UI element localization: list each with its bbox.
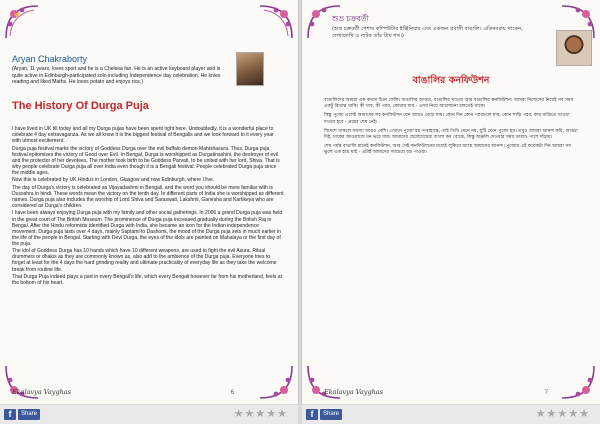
author-bio: (Aryan, 11 years, loves sport and he is a Chelsea fan. He is an active keyboard player and is quite active in Edinburgh-participated solo including Independence day celebration. He loves reading and liked Maths. He loves potato and enjoys rice.)	[12, 66, 221, 86]
floral-corner-icon	[256, 2, 296, 42]
magazine-brand: Ekalavya Vayghas	[12, 388, 72, 396]
floral-corner-icon	[304, 362, 344, 402]
article-title: The History Of Durga Puja	[12, 100, 149, 112]
paragraph: The idol of Goddess Durga has 10 hands which have 10 different weapons, are used to fight the evil Asura. Ritual drummers or dhakis as they are commonly known as, also add to the ambience of the Durga puja. Everyone tries to forget at least for the 4 days the hard grinding reality and ultimate practicality of everyday life as they take the welcome break from routine life.	[12, 248, 277, 273]
facebook-icon[interactable]: f	[4, 409, 16, 420]
floral-corner-icon	[256, 362, 296, 402]
article-body	[324, 98, 580, 160]
author-photo	[556, 30, 592, 66]
author-photo	[236, 52, 264, 86]
page-number: 7	[544, 390, 548, 396]
paragraph: I have been always enjoying Durga puja with my family and other social gatherings. In 2006 a grand Durga puja was held in the great court of The British Museum. The prominence of Durga puja increased gradually during the British Raj in Bengal. After the Hindu reformists identified Durga with India, she became an icon for the Indian independence movement. Durga puja lasts over 4 days, mainly Saptami to Dashomi, the mood of the Durga puja sets in much earlier in the life of the people in Bengal. Starting with Devi Durga, the eyes of the idols are painted on Mahalaya or the first day of the puja.	[12, 210, 283, 247]
share-button[interactable]: Share	[320, 409, 342, 420]
magazine-brand: Ekalavya Vayghas	[324, 388, 384, 396]
paragraph: That Durga Puja indeed plays a part in every Bengali's life, which every Bengali however far from his motherland, feels at the bottom of his heart.	[12, 273, 282, 287]
article-title: বাঙালির কনফিউশন	[412, 75, 490, 86]
rating-stars[interactable]: ★★★★★	[233, 407, 288, 420]
paragraph: কিন্তু পুজো এলেই আমাদের সব কনফিউশন যেন আরও বেড়ে যায়। কোন দিন কোন প্যান্ডেলে যাব, কোন শাড়ি পরব, কার বাড়িতে খাওয়া দাওয়া হবে - প্রশ্নের শেষ নেই।	[324, 113, 570, 125]
paragraph: The day of Durga's victory is celebrated as Vijayadashmi in Bengali, and the word you should be more familiar with is Dussehra in hindi. These words mean the victory on the tenth day. In different parts of India she is worshipped as different names. Durga puja also includes the worship of Lord Shiva and Saraswati, Lakshmi, Ganesha and Kartikeya who are considered as Durga's children.	[12, 184, 284, 210]
paragraph: I have lived in UK till today and all my Durga pujas have been spent right here. Undoubtedly, it is a wonderful place to celebrate 4 day extravaganza. As we all know it is the biggest festival of Bengalis and we look forward to it every year with utmost excitement.	[12, 126, 274, 145]
author-bio: (শুভ্র চক্রবর্তী পেশায় কম্পিউটার ইঞ্জিনিয়ার এবং একজন প্রবাসী বাঙালি। এডিনবরায় থাকেন, লেখালেখি ও নাটক তাঁর প্রিয় শখ।)	[332, 26, 523, 39]
author-name: Aryan Chakraborty	[12, 54, 88, 64]
rating-stars[interactable]: ★★★★★	[535, 407, 590, 420]
right-page	[302, 0, 600, 404]
article-body	[12, 126, 284, 287]
floral-corner-icon	[558, 362, 598, 402]
facebook-icon[interactable]: f	[306, 409, 318, 420]
paragraph: বাঙালিদের আমরা এক কথায় চিনে ফেলি। বাঙালির আড্ডা, বাঙালির খাওয়া আর বাঙালির কনফিউশন। আমরা নিজেদের নিয়েই সব সময় একটু বিভ্রান্ত থাকি। কী খাব, কী পরব, কোথায় যাব - এসব নিয়ে আলোচনা চলতেই থাকে।	[324, 98, 574, 110]
floral-corner-icon	[2, 362, 42, 402]
author-name: শুভ্র চক্রবর্তী	[332, 14, 369, 23]
left-page	[0, 0, 298, 404]
left-share-bar	[0, 405, 298, 424]
floral-corner-icon	[2, 2, 42, 42]
paragraph: বিদেশে থাকলে সমস্যা আরও বেশি। এখানে পুজো হয় সপ্তাহান্তে, তাই তিথি মেনে নয়, ছুটি মেনে পুজো হয়। তবুও আমরা আনন্দ করি, আড্ডা দিই, ঢাকের আওয়াজে মন ভরে যায়। আমাদের ছেলেমেয়েরা বাংলা কম বোঝে, কিন্তু অঞ্জলি দেওয়ার সময় তারাও পাশে দাঁড়ায়।	[324, 128, 578, 141]
share-button[interactable]: Share	[18, 409, 40, 420]
page-number: 6	[230, 390, 234, 396]
paragraph: Now this is celebrated by UK Hindus in London, Glasgow and now Edinburgh, where I live.	[12, 177, 215, 184]
paragraph: শেষ পর্যন্ত বাঙালি মানেই কনফিউশন, আর সেই কনফিউশনের মধ্যেই লুকিয়ে আছে আমাদের আনন্দ। পুজোর এই কয়েকটা দিন আমরা সব ভুলে এক হয়ে যাই - এটাই আমাদের সবচেয়ে বড় পাওয়া।	[324, 144, 571, 156]
right-share-bar	[302, 405, 600, 424]
paragraph: Durga puja festival marks the victory of Goddess Durga over the evil buffalo demon Mahishasura. Thus, Durga puja festival epitomises the victory of Good over Evil. In Bengal, Durga is worshipped as Durgatinashini, the destroyer of evil and the protector of her devotees. The mother took birth to be Goddess Parvati, to be united with her lord, Shiva. That is why people celebrate Durga puja all over India even though it is a Bengali festival. People celebrated Durga puja since the middle ages.	[12, 145, 280, 176]
